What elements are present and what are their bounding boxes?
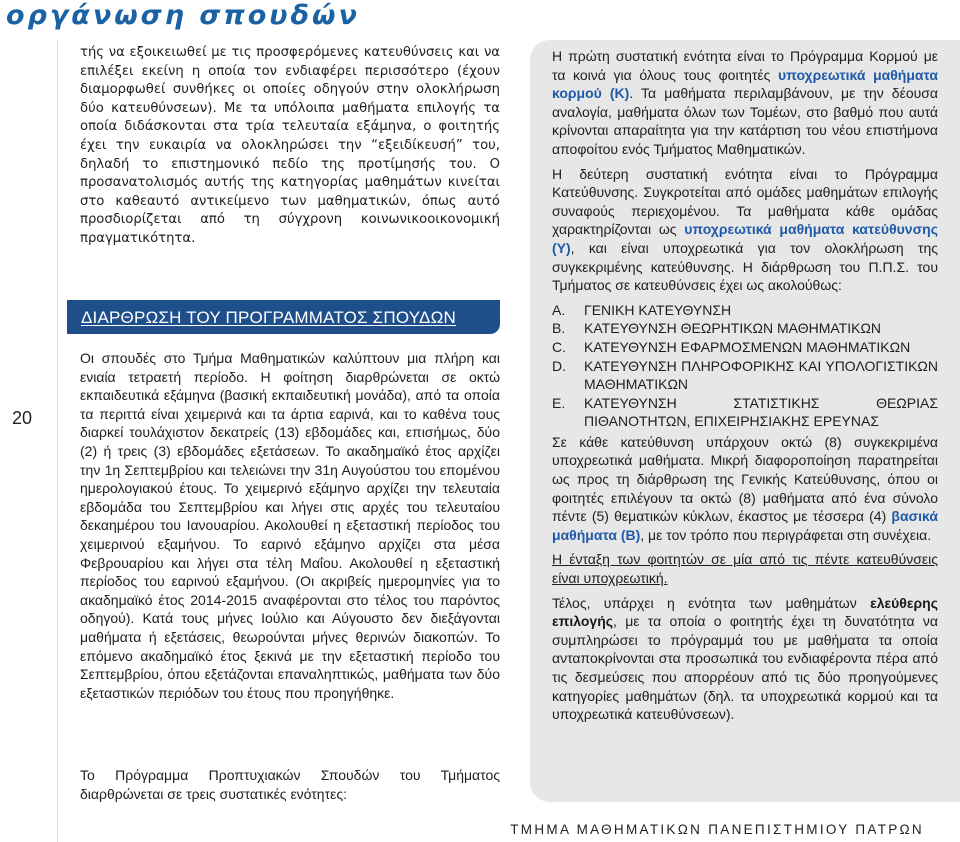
list-item-letter: B. — [552, 320, 566, 337]
list-item-letter: D. — [552, 357, 566, 374]
courses-paragraph — [552, 433, 938, 545]
direction-text-b: , και είναι υποχρεωτικά για τον ολοκλήρωση της συγκεκριμένης κατεύθυνσης. Η διάρθρωση του Π.Π.Σ. του Τμήματος σε κατευθύνσεις έχει ως ακολούθως: — [552, 239, 938, 294]
list-item — [552, 357, 938, 394]
core-text-a: Η πρώτη συστατική ενότητα είναι το Πρόγραμμα Κορμού με τα κοινά για όλους τους φοιτητές — [552, 48, 938, 83]
free-text-a: Τέλος, υπάρχει η ενότητα των μαθημάτων — [552, 594, 871, 611]
intro-text: τής να εξοικειωθεί με τις προσφερόμενες κατευθύνσεις και να επιλέξει εκείνη η οποία τον ενδιαφέρει περισσότερο (έχουν διαμορφωθεί συνθήκες οι οποίες οδηγούν στην ολοκλήρωση δύο κατευθύνσεων). Με τα υπόλοιπα μαθήματα επιλογής τα οποία διδάσκονται στα τρία τελευταία εξάμηνα, ο φοιτητής έχει την ευκαιρία να ολοκληρώσει την “εξειδίκευσή” του, δηλαδή το επιστημονικό πεδίο της προτίμησής του. Ο προσανατολισμός αυτής της κατηγορίας μαθημάτων κινείται στο καθεαυτό αντικείμενο των μαθηματικών, όπως αυτό προσδιορίζεται από τη σύγχρονη κοινωνικοοικονομική πραγματικότητα. — [80, 45, 500, 246]
free-text-b: , με τα οποία ο φοιτητής έχει τη δυνατότητα να συμπληρώσει το πρόγραμμά του με μαθήματα τα οποία ανταποκρίνονται στα προσωπικά του ενδιαφέροντα πέρα από τις δεσμεύσεις που απορρέουν από τις δύο προηγούμενες κατηγορίες μαθημάτων (δηλ. τα υποχρεωτικά κορμού και τα υποχρεωτικά κατευθύνσεων). — [552, 613, 938, 723]
list-item-text: ΚΑΤΕΥΘΥΝΣΗ ΣΤΑΤΙΣΤΙΚΗΣ ΘΕΩΡΙΑΣ ΠΙΘΑΝΟΤΗΤΩΝ, ΕΠΙΧΕΙΡΗΣΙΑΚΗΣ ΕΡΕΥΝΑΣ — [584, 394, 938, 430]
courses-text-b: , με τον τρόπο που περιγράφεται στη συνέχεια. — [640, 526, 932, 543]
list-item — [552, 338, 938, 357]
mandatory-note: Η ένταξη των φοιτητών σε μία από τις πέντε κατευθύνσεις είναι υποχρεωτική. — [552, 551, 938, 587]
page-title: οργάνωση σπουδών — [6, 0, 360, 31]
list-item-text: ΚΑΤΕΥΘΥΝΣΗ ΘΕΩΡΗΤΙΚΩΝ ΜΑΘΗΜΑΤΙΚΩΝ — [584, 320, 882, 337]
structure-text: Οι σπουδές στο Τμήμα Μαθηματικών καλύπτουν μια πλήρη και ενιαία τετραετή περίοδο. Η φοίτηση διαρθρώνεται σε οκτώ εκπαιδευτικά εξάμηνα (βασική εκπαιδευτική μονάδα), από τα οποία τα περιττά είναι χειμερινά και τα άρτια εαρινά, και το καθένα τους διαρκεί τουλάχιστον δεκατρείς (13) εβδομάδες και, επισήμως, δύο (2) ή τρεις (3) εβδομάδες εξετάσεων. Το ακαδημαϊκό έτος αρχίζει την 1η Σεπτεμβρίου και τελειώνει την 31η Αυγούστου του επομένου ημερολογιακού έτους. Το χειμερινό εξάμηνο αρχίζει την τελευταία εβδομάδα του Σεπτεμβρίου και λήγει στις αρχές του τελευταίου δεκαημέρου του Ιανουαρίου. Ακολουθεί η εξεταστική περίοδος του χειμερινού εξαμήνου. Το εαρινό εξάμηνο αρχίζει στα μέσα Φεβρουαρίου και λήγει στα τέλη Μαΐου. Ακολουθεί η εξεταστική περίοδος του εαρινού εξαμήνου. (Οι ακριβείς ημερομηνίες για το ακαδημαϊκό έτος 2014-2015 αναφέρονται στο τέλος του παρόντος οδηγού). Κατά τους μήνες Ιούλιο και Αύγουστο δεν διεξάγονται μαθήματα ή εξετάσεις, θεωρούνται μήνες θερινών διακοπών. Το επόμενο ακαδημαϊκό έτος ξεκινά με την εξεταστική περίοδο του Σεπτεμβρίου, όπου εξετάζονται επαναληπτικώς, μαθήματα των δύο εξεταστικών περιόδων του έτους που προηγήθηκε. — [80, 350, 500, 701]
list-item-letter: C. — [552, 338, 566, 355]
sidebar-content — [552, 47, 938, 730]
courses-highlight: βασικά μαθήματα (Β) — [552, 508, 938, 543]
direction-text-a: Η δεύτερη συστατική ενότητα είναι το Πρόγραμμα Κατεύθυνσης. Συγκροτείται από ομάδες μαθημάτων επιλογής συναφούς περιεχομένου. Τα μαθήματα κάθε ομάδας χαρακτηρίζονται ως — [552, 165, 938, 238]
list-item — [552, 301, 938, 320]
list-item-letter: E. — [552, 394, 566, 411]
core-program-paragraph — [552, 47, 938, 159]
structure-paragraph — [80, 349, 500, 702]
free-highlight: ελεύθερης επιλογής — [552, 594, 938, 630]
core-text-b: . Τα μαθήματα περιλαμβάνουν, με την δέουσα αναλογία, μαθήματα όλων των Τομέων, στο βαθμό που αυτά κρίνονται απαραίτητα για την κατάρτιση του νέου επιστήμονα αποφοίτου ενός Τμήματος Μαθηματικών. — [552, 85, 938, 157]
directions-list — [552, 301, 938, 431]
page-footer: ΤΜΗΜΑ ΜΑΘΗΜΑΤΙΚΩΝ ΠΑΝΕΠΙΣΤΗΜΙΟΥ ΠΑΤΡΩΝ — [510, 822, 924, 837]
free-choice-paragraph — [552, 594, 938, 724]
core-highlight: υποχρεωτικά μαθήματα κορμού (Κ) — [552, 66, 938, 102]
page-number: 20 — [12, 408, 33, 428]
list-item — [552, 319, 938, 338]
components-intro — [80, 766, 500, 803]
intro-paragraph — [80, 44, 500, 249]
list-item-text: ΓΕΝΙΚΗ ΚΑΤΕΥΘΥΝΣΗ — [584, 301, 732, 318]
list-item-text: ΚΑΤΕΥΘΥΝΣΗ ΠΛΗΡΟΦΟΡΙΚΗΣ ΚΑΙ ΥΠΟΛΟΓΙΣΤΙΚΩΝ ΜΑΘΗΜΑΤΙΚΩΝ — [584, 357, 938, 393]
list-item-text: ΚΑΤΕΥΘΥΝΣΗ ΕΦΑΡΜΟΣΜΕΝΩΝ ΜΑΘΗΜΑΤΙΚΩΝ — [584, 338, 911, 355]
list-item-letter: A. — [552, 301, 566, 318]
direction-program-paragraph — [552, 165, 938, 295]
margin-divider — [57, 40, 58, 842]
components-intro-text: Το Πρόγραμμα Προπτυχιακών Σπουδών του Τμήματος διαρθρώνεται σε τρεις συστατικές ενότητες: — [80, 767, 500, 802]
direction-highlight: υποχρεωτικά μαθήματα κατεύθυνσης (Υ) — [552, 221, 938, 256]
courses-text-a: Σε κάθε κατεύθυνση υπάρχουν οκτώ (8) συγκεκριμένα υποχρεωτικά μαθήματα. Μικρή διαφοροποίηση παρατηρείται ως προς τη διάρθρωση της Γενικής Κατεύθυνσης, όπου οι φοιτητές επιλέγουν τα οκτώ (8) μαθήματα από ένα σύνολο πέντε (5) θεματικών κύκλων, έκαστος με τέσσερα (4) — [552, 433, 938, 525]
list-item — [552, 394, 938, 431]
section-heading: ΔΙΑΡΘΡΩΣΗ ΤΟΥ ΠΡΟΓΡΑΜΜΑΤΟΣ ΣΠΟΥΔΩΝ — [67, 300, 500, 334]
